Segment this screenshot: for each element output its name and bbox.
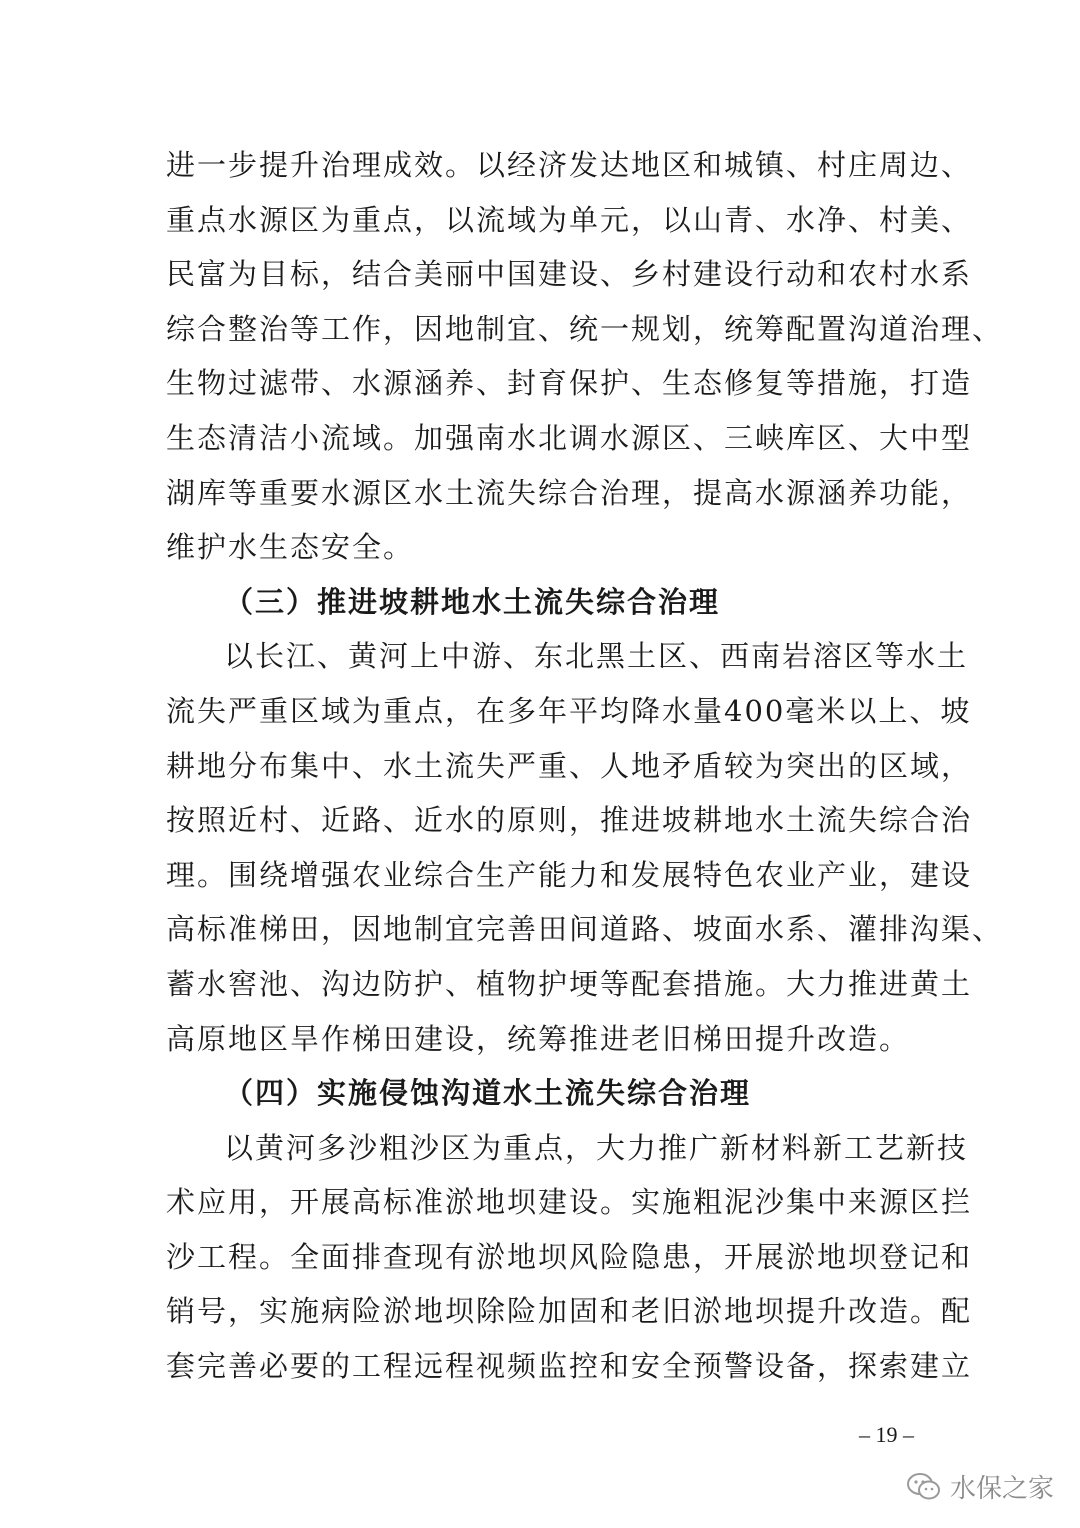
text-line: 以长江、黄河上中游、东北黑土区、西南岩溶区等水土 (224, 639, 969, 674)
text-line: 以黄河多沙粗沙区为重点，大力推广新材料新工艺新技 (224, 1130, 969, 1165)
wechat-icon (906, 1472, 942, 1502)
text-line: 生态清洁小流域。加强南水北调水源区、三峡库区、大中型 (166, 420, 973, 455)
document-body (166, 138, 1004, 1394)
section-heading-4: （四）实施侵蚀沟道水土流失综合治理 (224, 1076, 752, 1111)
text-line: 套完善必要的工程远程视频监控和安全预警设备，探索建立 (166, 1349, 973, 1384)
text-line: 按照近村、近路、近水的原则，推进坡耕地水土流失综合治 (166, 803, 973, 838)
text-line: 销号，实施病险淤地坝除险加固和老旧淤地坝提升改造。配 (166, 1294, 973, 1329)
text-line: 重点水源区为重点，以流域为单元，以山青、水净、村美、 (166, 202, 973, 237)
text-line: 进一步提升治理成效。以经济发达地区和城镇、村庄周边、 (166, 148, 973, 182)
watermark (906, 1468, 1054, 1505)
text-line: 术应用，开展高标准淤地坝建设。实施粗泥沙集中来源区拦 (166, 1185, 973, 1220)
text-line: 沙工程。全面排查现有淤地坝风险隐患，开展淤地坝登记和 (166, 1239, 973, 1274)
text-line: 民富为目标，结合美丽中国建设、乡村建设行动和农村水系 (166, 257, 973, 292)
page-number: – 19 – (859, 1422, 914, 1447)
text-line: 维护水生态安全。 (166, 530, 415, 565)
text-line: 耕地分布集中、水土流失严重、人地矛盾较为突出的区域， (166, 748, 973, 783)
text-line: 蓄水窖池、沟边防护、植物护埂等配套措施。大力推进黄土 (166, 966, 973, 1001)
text-line: 高原地区旱作梯田建设，统筹推进老旧梯田提升改造。 (166, 1021, 911, 1056)
text-line: 理。围绕增强农业综合生产能力和发展特色农业产业，建设 (166, 857, 973, 892)
text-line: 湖库等重要水源区水土流失综合治理，提高水源涵养功能， (166, 475, 973, 510)
text-line: 生物过滤带、水源涵养、封育保护、生态修复等措施，打造 (166, 366, 973, 401)
text-line: 流失严重区域为重点，在多年平均降水量400毫米以上、坡 (166, 693, 972, 728)
watermark-text: 水保之家 (949, 1474, 1054, 1504)
text-line: 高标准梯田，因地制宜完善田间道路、坡面水系、灌排沟渠、 (166, 912, 1004, 947)
section-heading-3: （三）推进坡耕地水土流失综合治理 (224, 584, 721, 619)
text-line: 综合整治等工作，因地制宜、统一规划，统筹配置沟道治理、 (166, 311, 1004, 346)
